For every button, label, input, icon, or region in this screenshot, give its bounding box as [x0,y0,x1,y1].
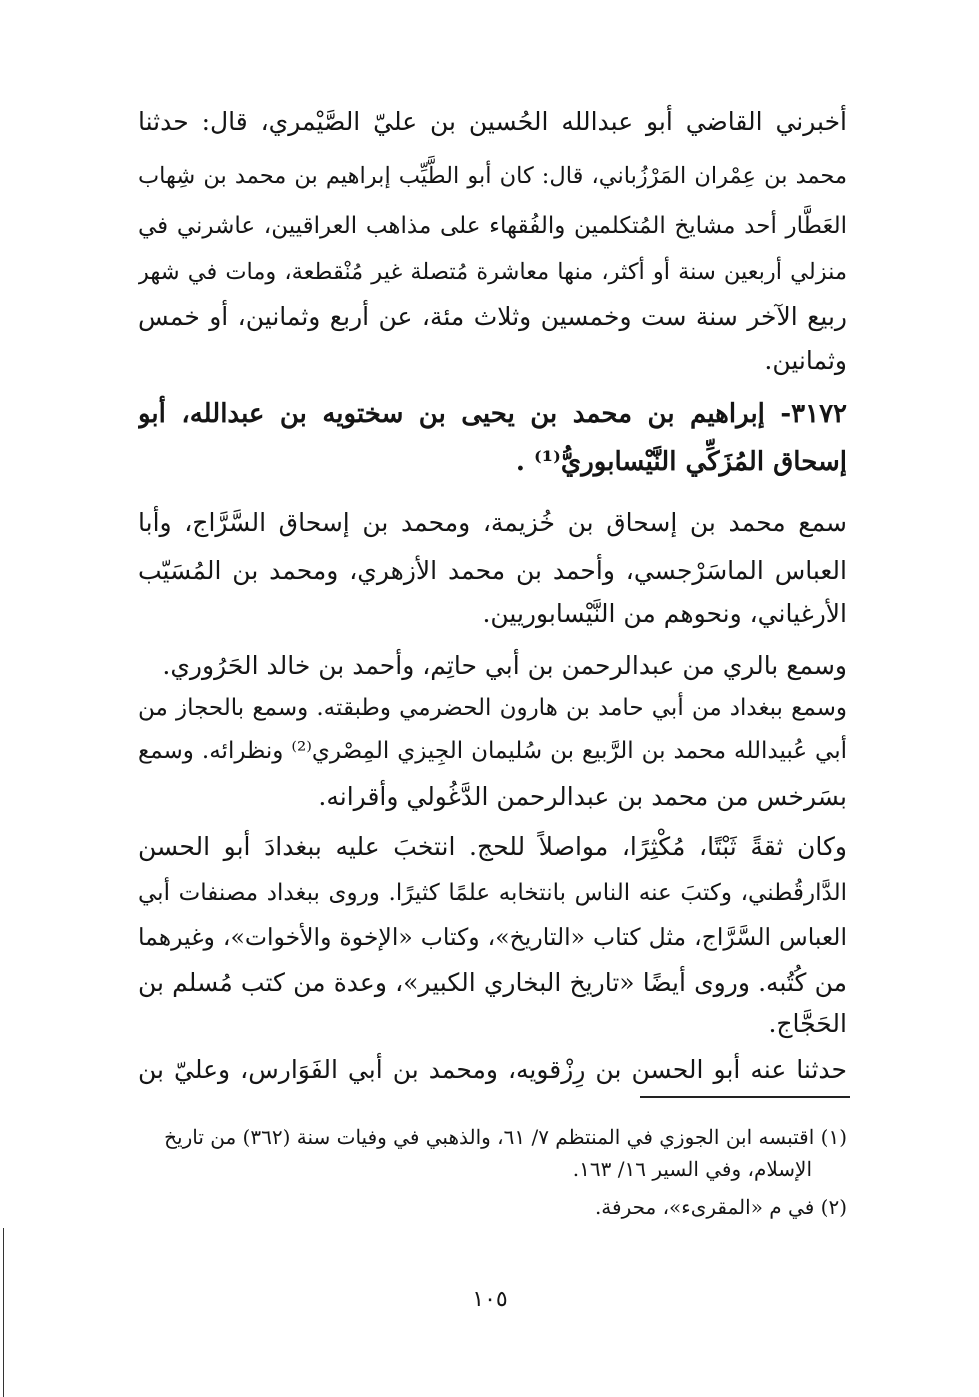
body-line: أخبرني القاضي أبو عبدالله الحُسين بن عليّ الصَّيْمري، قال: حدثنا [138,107,847,136]
body-line: الحَجَّاج. [768,1009,847,1038]
body-line: وكان ثقةً ثَبْتًا، مُكْثِرًا، مواصلاً للحج. انتخبَ عليه ببغدادَ أبو الحسن [138,832,847,861]
body-line: أبي عُبيدالله محمد بن الرَّبيع بن سُليمان الجِيزي المِصْري⁽²⁾ ونظرائه. وسمع [138,738,847,764]
footnote: (١) اقتبسه ابن الجوزي في المنتظم ٧/ ٦١، والذهبي في وفيات سنة (٣٦٢) من تاريخ [164,1125,847,1149]
body-line: العَطَّار أحد مشايخ المُتكلمين والفُقهاء على مذاهب العراقيين، عاشرني في [138,213,847,239]
entry-heading: ٣١٧٢- إبراهيم بن محمد بن يحيى بن سختويه بن عبدالله، أبو [138,399,847,429]
body-line: وسمع ببغداد من أبي حامد بن هارون الحضرمي وطبقته. وسمع بالحجاز من [138,695,847,721]
body-line: سمع محمد بن إسحاق بن خُزيمة، ومحمد بن إسحاق السَّرَّاج، وأبا [138,508,847,537]
footnote: (٢) في م «المقرىء»، محرفة. [594,1195,847,1219]
page-number: ١٠٥ [472,1287,508,1312]
body-line: من كُتُبه. وروى أيضًا «تاريخ البخاري الكبير»، وعدة من كتب مُسلم بن [138,968,847,997]
footnote-separator [640,1096,850,1098]
body-line: ربيع الآخر سنة ست وخمسين وثلاث مئة، عن أربع وثمانين، أو خمس [138,302,847,331]
entry-heading: إسحاق المُزَكِّي النَّيْسابوريُّ⁽¹⁾ . [515,447,847,477]
body-line: محمد بن عِمْران المَرْزُباني، قال: كان أبو الطَّيِّب إبراهيم بن محمد بن شِهاب [138,163,847,189]
body-line: منزلي أربعين سنة أو أكثر، منها معاشرة مُتصلة غير مُنْقطعة، ومات في شهر [138,259,847,285]
body-line: الأرغياني، ونحوهم من النَّيْسابوريين. [482,599,847,628]
body-line: العباس السَّرَّاج، مثل كتاب «التاريخ»، وكتاب «الإخوة والأخوات»، وغيرهما [138,923,847,951]
body-line: وسمع بالري من عبدالرحمن بن أبي حاتِم، وأحمد بن خالد الحَرُوري. [162,651,847,680]
body-line: بسَرخس من محمد بن عبدالرحمن الدَّغُولي وأقرانه. [318,782,847,811]
scan-edge-line [3,1228,4,1397]
body-line: العباس الماسَرْجسي، وأحمد بن محمد الأزهري، ومحمد بن المُسَيّب [138,556,847,585]
footnote: الإسلام، وفي السير ١٦/ ١٦٣. [572,1157,812,1181]
body-line: الدَّارقُطني، وكتبَ عنه الناس بانتخابه علمًا كثيرًا. وروى ببغداد مصنفات أبي [138,880,847,906]
body-line: وثمانين. [764,346,847,375]
body-line: حدثنا عنه أبو الحسن بن رِزْقويه، ومحمد بن أبي الفَوَارس، وعليّ بن [138,1055,847,1084]
